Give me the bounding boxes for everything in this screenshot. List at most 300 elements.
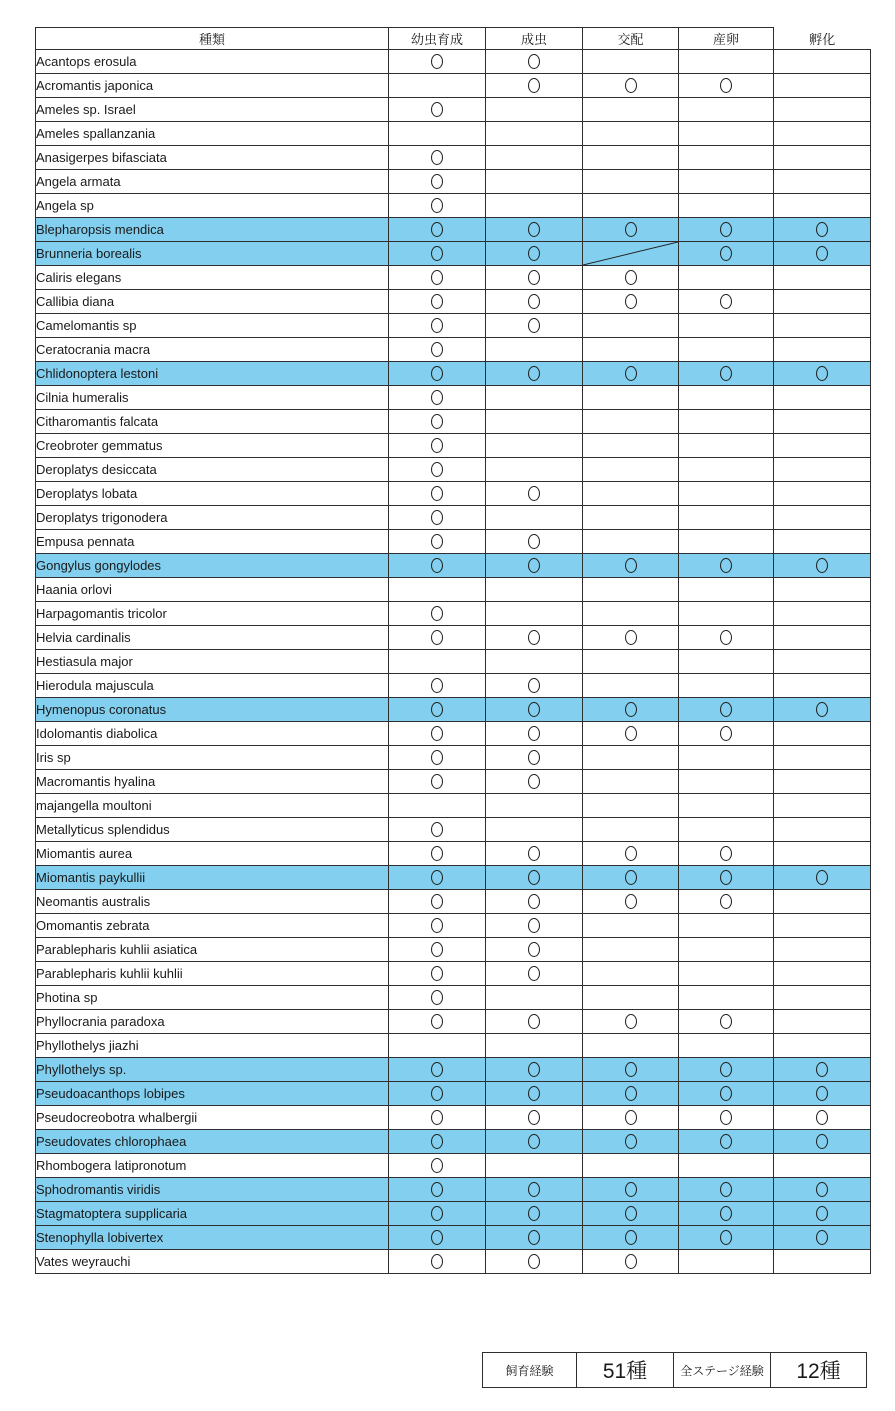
circle-mark-icon	[625, 1182, 637, 1197]
species-name: Chlidonoptera lestoni	[36, 362, 389, 386]
table-row	[36, 218, 871, 242]
stage-cell	[389, 554, 486, 578]
stage-cell	[389, 242, 486, 266]
rearing-experience-value: 51種	[576, 1352, 674, 1388]
stage-cell	[486, 938, 583, 962]
table-row	[36, 1226, 871, 1250]
species-name: Miomantis paykullii	[36, 866, 389, 890]
circle-mark-icon	[528, 630, 540, 645]
stage-cell	[774, 506, 871, 530]
circle-mark-icon	[816, 558, 828, 573]
stage-cell	[583, 1250, 679, 1274]
circle-mark-icon	[625, 1086, 637, 1101]
stage-cell	[486, 458, 583, 482]
stage-cell	[486, 890, 583, 914]
circle-mark-icon	[528, 222, 540, 237]
circle-mark-icon	[625, 78, 637, 93]
species-name: Acantops erosula	[36, 50, 389, 74]
circle-mark-icon	[720, 702, 732, 717]
circle-mark-icon	[720, 1062, 732, 1077]
stage-cell	[389, 962, 486, 986]
circle-mark-icon	[431, 534, 443, 549]
circle-mark-icon	[625, 894, 637, 909]
table-row	[36, 338, 871, 362]
stage-cell	[486, 1106, 583, 1130]
stage-cell	[486, 1226, 583, 1250]
species-name: Angela sp	[36, 194, 389, 218]
circle-mark-icon	[720, 246, 732, 261]
stage-cell	[389, 1106, 486, 1130]
species-name: Stenophylla lobivertex	[36, 1226, 389, 1250]
stage-cell	[583, 386, 679, 410]
stage-cell	[679, 818, 774, 842]
circle-mark-icon	[816, 1062, 828, 1077]
species-name: Pseudoacanthops lobipes	[36, 1082, 389, 1106]
stage-cell	[389, 530, 486, 554]
table-row	[36, 626, 871, 650]
circle-mark-icon	[720, 1230, 732, 1245]
species-name: Deroplatys desiccata	[36, 458, 389, 482]
stage-cell	[679, 650, 774, 674]
circle-mark-icon	[431, 150, 443, 165]
stage-cell	[583, 1202, 679, 1226]
circle-mark-icon	[720, 1206, 732, 1221]
table-row	[36, 722, 871, 746]
circle-mark-icon	[431, 342, 443, 357]
table-row	[36, 290, 871, 314]
stage-cell	[774, 650, 871, 674]
stage-cell	[486, 122, 583, 146]
stage-cell	[774, 530, 871, 554]
table-row	[36, 602, 871, 626]
circle-mark-icon	[431, 294, 443, 309]
stage-cell	[583, 146, 679, 170]
stage-cell	[774, 842, 871, 866]
stage-cell	[486, 1130, 583, 1154]
table-row	[36, 698, 871, 722]
stage-cell	[389, 1130, 486, 1154]
stage-cell	[486, 386, 583, 410]
stage-cell	[486, 554, 583, 578]
stage-cell	[774, 1202, 871, 1226]
stage-cell	[486, 1178, 583, 1202]
circle-mark-icon	[528, 726, 540, 741]
table-row	[36, 1082, 871, 1106]
stage-cell	[679, 194, 774, 218]
stage-cell	[486, 338, 583, 362]
stage-cell	[389, 338, 486, 362]
stage-cell	[583, 50, 679, 74]
table-row	[36, 890, 871, 914]
species-name: Metallyticus splendidus	[36, 818, 389, 842]
stage-cell	[486, 578, 583, 602]
circle-mark-icon	[431, 1110, 443, 1125]
table-row	[36, 410, 871, 434]
stage-cell	[486, 266, 583, 290]
stage-cell	[486, 986, 583, 1010]
stage-cell	[679, 1202, 774, 1226]
stage-cell	[583, 434, 679, 458]
species-name: Phyllothelys jiazhi	[36, 1034, 389, 1058]
stage-cell	[583, 746, 679, 770]
circle-mark-icon	[431, 510, 443, 525]
species-name: Caliris elegans	[36, 266, 389, 290]
circle-mark-icon	[431, 1230, 443, 1245]
circle-mark-icon	[431, 822, 443, 837]
stage-cell	[679, 842, 774, 866]
species-name: Blepharopsis mendica	[36, 218, 389, 242]
column-header-species: 種類	[36, 28, 389, 50]
circle-mark-icon	[528, 1230, 540, 1245]
stage-cell	[774, 1250, 871, 1274]
circle-mark-icon	[431, 750, 443, 765]
circle-mark-icon	[528, 702, 540, 717]
stage-cell	[389, 746, 486, 770]
circle-mark-icon	[528, 1206, 540, 1221]
stage-cell	[583, 1130, 679, 1154]
stage-cell	[486, 506, 583, 530]
table-row	[36, 386, 871, 410]
table-row	[36, 1106, 871, 1130]
stage-cell	[486, 770, 583, 794]
stage-cell	[486, 722, 583, 746]
species-name: Acromantis japonica	[36, 74, 389, 98]
stage-cell	[679, 722, 774, 746]
species-name: Parablepharis kuhlii kuhlii	[36, 962, 389, 986]
species-name: Hierodula majuscula	[36, 674, 389, 698]
stage-cell	[389, 986, 486, 1010]
stage-cell	[679, 746, 774, 770]
stage-cell	[774, 1154, 871, 1178]
stage-cell	[774, 290, 871, 314]
circle-mark-icon	[528, 1182, 540, 1197]
stage-cell	[679, 338, 774, 362]
stage-cell	[389, 482, 486, 506]
stage-cell	[679, 410, 774, 434]
table-row	[36, 770, 871, 794]
stage-cell	[679, 866, 774, 890]
stage-cell	[389, 386, 486, 410]
column-header-adult: 成虫	[486, 28, 583, 50]
stage-cell	[486, 1154, 583, 1178]
stage-cell	[774, 458, 871, 482]
stage-cell	[774, 1226, 871, 1250]
species-name: Gongylus gongylodes	[36, 554, 389, 578]
circle-mark-icon	[431, 438, 443, 453]
table-row	[36, 266, 871, 290]
table-row	[36, 1034, 871, 1058]
circle-mark-icon	[431, 558, 443, 573]
stage-cell	[583, 1010, 679, 1034]
table-row	[36, 650, 871, 674]
stage-cell	[389, 674, 486, 698]
stage-cell	[583, 914, 679, 938]
circle-mark-icon	[528, 294, 540, 309]
table-row	[36, 1010, 871, 1034]
stage-cell	[389, 434, 486, 458]
stage-cell	[583, 74, 679, 98]
circle-mark-icon	[528, 846, 540, 861]
circle-mark-icon	[431, 462, 443, 477]
stage-cell	[679, 218, 774, 242]
stage-cell	[486, 842, 583, 866]
circle-mark-icon	[431, 1182, 443, 1197]
table-row	[36, 746, 871, 770]
stage-cell	[774, 986, 871, 1010]
table-row	[36, 938, 871, 962]
stage-cell	[679, 458, 774, 482]
species-name: Idolomantis diabolica	[36, 722, 389, 746]
stage-cell	[583, 794, 679, 818]
stage-cell	[389, 650, 486, 674]
circle-mark-icon	[816, 1086, 828, 1101]
stage-cell	[679, 1154, 774, 1178]
circle-mark-icon	[431, 318, 443, 333]
stage-cell	[486, 746, 583, 770]
stage-cell	[389, 74, 486, 98]
circle-mark-icon	[816, 222, 828, 237]
stage-cell	[389, 770, 486, 794]
stage-cell	[774, 914, 871, 938]
species-name: Camelomantis sp	[36, 314, 389, 338]
stage-cell	[679, 938, 774, 962]
stage-cell	[486, 218, 583, 242]
stage-cell	[774, 938, 871, 962]
stage-cell	[583, 578, 679, 602]
circle-mark-icon	[431, 1062, 443, 1077]
table-row	[36, 962, 871, 986]
stage-cell	[774, 410, 871, 434]
stage-cell	[389, 98, 486, 122]
species-name: Anasigerpes bifasciata	[36, 146, 389, 170]
circle-mark-icon	[625, 846, 637, 861]
stage-cell	[583, 290, 679, 314]
table-row	[36, 1202, 871, 1226]
circle-mark-icon	[528, 366, 540, 381]
stage-cell	[583, 314, 679, 338]
stage-cell	[774, 866, 871, 890]
stage-cell	[774, 746, 871, 770]
circle-mark-icon	[528, 54, 540, 69]
species-name: Hymenopus coronatus	[36, 698, 389, 722]
stage-cell	[774, 698, 871, 722]
stage-cell	[774, 194, 871, 218]
stage-cell	[583, 242, 679, 266]
circle-mark-icon	[528, 246, 540, 261]
diagonal-line	[583, 242, 678, 265]
stage-cell	[774, 1082, 871, 1106]
stage-cell	[774, 434, 871, 458]
species-name: Empusa pennata	[36, 530, 389, 554]
circle-mark-icon	[625, 630, 637, 645]
species-name: Ameles sp. Israel	[36, 98, 389, 122]
circle-mark-icon	[625, 558, 637, 573]
stage-cell	[774, 98, 871, 122]
circle-mark-icon	[720, 726, 732, 741]
stage-cell	[583, 458, 679, 482]
stage-cell	[774, 1178, 871, 1202]
circle-mark-icon	[431, 990, 443, 1005]
circle-mark-icon	[720, 1134, 732, 1149]
circle-mark-icon	[431, 1134, 443, 1149]
stage-cell	[774, 50, 871, 74]
species-name: Parablepharis kuhlii asiatica	[36, 938, 389, 962]
stage-cell	[486, 362, 583, 386]
stage-cell	[486, 482, 583, 506]
stage-cell	[389, 1178, 486, 1202]
stage-cell	[774, 146, 871, 170]
circle-mark-icon	[625, 1230, 637, 1245]
stage-cell	[486, 1010, 583, 1034]
table-row	[36, 314, 871, 338]
stage-cell	[679, 290, 774, 314]
circle-mark-icon	[431, 846, 443, 861]
circle-mark-icon	[431, 366, 443, 381]
circle-mark-icon	[431, 1086, 443, 1101]
circle-mark-icon	[625, 294, 637, 309]
stage-cell	[389, 362, 486, 386]
circle-mark-icon	[816, 1134, 828, 1149]
stage-cell	[583, 674, 679, 698]
stage-cell	[389, 266, 486, 290]
stage-cell	[583, 962, 679, 986]
circle-mark-icon	[720, 294, 732, 309]
circle-mark-icon	[431, 270, 443, 285]
stage-cell	[389, 50, 486, 74]
stage-cell	[486, 602, 583, 626]
circle-mark-icon	[528, 966, 540, 981]
stage-cell	[679, 314, 774, 338]
stage-cell	[583, 218, 679, 242]
stage-cell	[679, 770, 774, 794]
table-row	[36, 1178, 871, 1202]
stage-cell	[679, 386, 774, 410]
species-name: Omomantis zebrata	[36, 914, 389, 938]
circle-mark-icon	[528, 1062, 540, 1077]
stage-cell	[389, 194, 486, 218]
stage-cell	[389, 1154, 486, 1178]
stage-cell	[389, 626, 486, 650]
species-name: Neomantis australis	[36, 890, 389, 914]
table-row	[36, 1058, 871, 1082]
stage-cell	[774, 962, 871, 986]
stage-cell	[774, 338, 871, 362]
circle-mark-icon	[431, 702, 443, 717]
stage-cell	[486, 818, 583, 842]
species-name: Iris sp	[36, 746, 389, 770]
circle-mark-icon	[431, 942, 443, 957]
circle-mark-icon	[528, 78, 540, 93]
species-name: Angela armata	[36, 170, 389, 194]
stage-cell	[679, 530, 774, 554]
circle-mark-icon	[431, 198, 443, 213]
stage-cell	[679, 242, 774, 266]
species-name: Phyllocrania paradoxa	[36, 1010, 389, 1034]
table-row	[36, 74, 871, 98]
stage-cell	[389, 1250, 486, 1274]
circle-mark-icon	[528, 942, 540, 957]
stage-cell	[389, 818, 486, 842]
stage-cell	[486, 914, 583, 938]
stage-cell	[486, 626, 583, 650]
stage-cell	[389, 914, 486, 938]
stage-cell	[583, 842, 679, 866]
stage-cell	[679, 1010, 774, 1034]
species-name: Stagmatoptera supplicaria	[36, 1202, 389, 1226]
circle-mark-icon	[720, 366, 732, 381]
circle-mark-icon	[431, 726, 443, 741]
stage-cell	[679, 482, 774, 506]
species-name: Callibia diana	[36, 290, 389, 314]
stage-cell	[774, 554, 871, 578]
stage-cell	[679, 434, 774, 458]
circle-mark-icon	[431, 1254, 443, 1269]
circle-mark-icon	[528, 1014, 540, 1029]
table-row	[36, 578, 871, 602]
table-row	[36, 362, 871, 386]
table-row	[36, 482, 871, 506]
circle-mark-icon	[720, 78, 732, 93]
table-row	[36, 986, 871, 1010]
stage-cell	[486, 866, 583, 890]
stage-cell	[486, 1034, 583, 1058]
stage-cell	[389, 866, 486, 890]
species-name: Pseudocreobotra whalbergii	[36, 1106, 389, 1130]
circle-mark-icon	[625, 1110, 637, 1125]
column-header-egg-laying: 産卵	[679, 28, 774, 50]
stage-cell	[486, 50, 583, 74]
stage-cell	[389, 506, 486, 530]
circle-mark-icon	[431, 678, 443, 693]
stage-cell	[583, 818, 679, 842]
circle-mark-icon	[528, 486, 540, 501]
stage-cell	[679, 602, 774, 626]
stage-cell	[486, 530, 583, 554]
species-name: Photina sp	[36, 986, 389, 1010]
stage-cell	[486, 98, 583, 122]
stage-cell	[583, 986, 679, 1010]
species-name: Haania orlovi	[36, 578, 389, 602]
circle-mark-icon	[528, 318, 540, 333]
circle-mark-icon	[528, 1134, 540, 1149]
stage-cell	[583, 1226, 679, 1250]
species-name: Rhombogera latipronotum	[36, 1154, 389, 1178]
table-row	[36, 530, 871, 554]
circle-mark-icon	[625, 1254, 637, 1269]
stage-cell	[679, 266, 774, 290]
circle-mark-icon	[625, 1206, 637, 1221]
table-row	[36, 866, 871, 890]
circle-mark-icon	[431, 606, 443, 621]
stage-cell	[679, 98, 774, 122]
stage-cell	[389, 1202, 486, 1226]
circle-mark-icon	[816, 702, 828, 717]
stage-cell	[774, 74, 871, 98]
stage-cell	[774, 1034, 871, 1058]
stage-cell	[389, 290, 486, 314]
stage-cell	[583, 194, 679, 218]
stage-cell	[389, 458, 486, 482]
stage-cell	[679, 1106, 774, 1130]
circle-mark-icon	[528, 1086, 540, 1101]
stage-cell	[486, 242, 583, 266]
circle-mark-icon	[528, 750, 540, 765]
table-row	[36, 914, 871, 938]
stage-cell	[583, 698, 679, 722]
circle-mark-icon	[431, 870, 443, 885]
stage-cell	[679, 554, 774, 578]
circle-mark-icon	[431, 1158, 443, 1173]
